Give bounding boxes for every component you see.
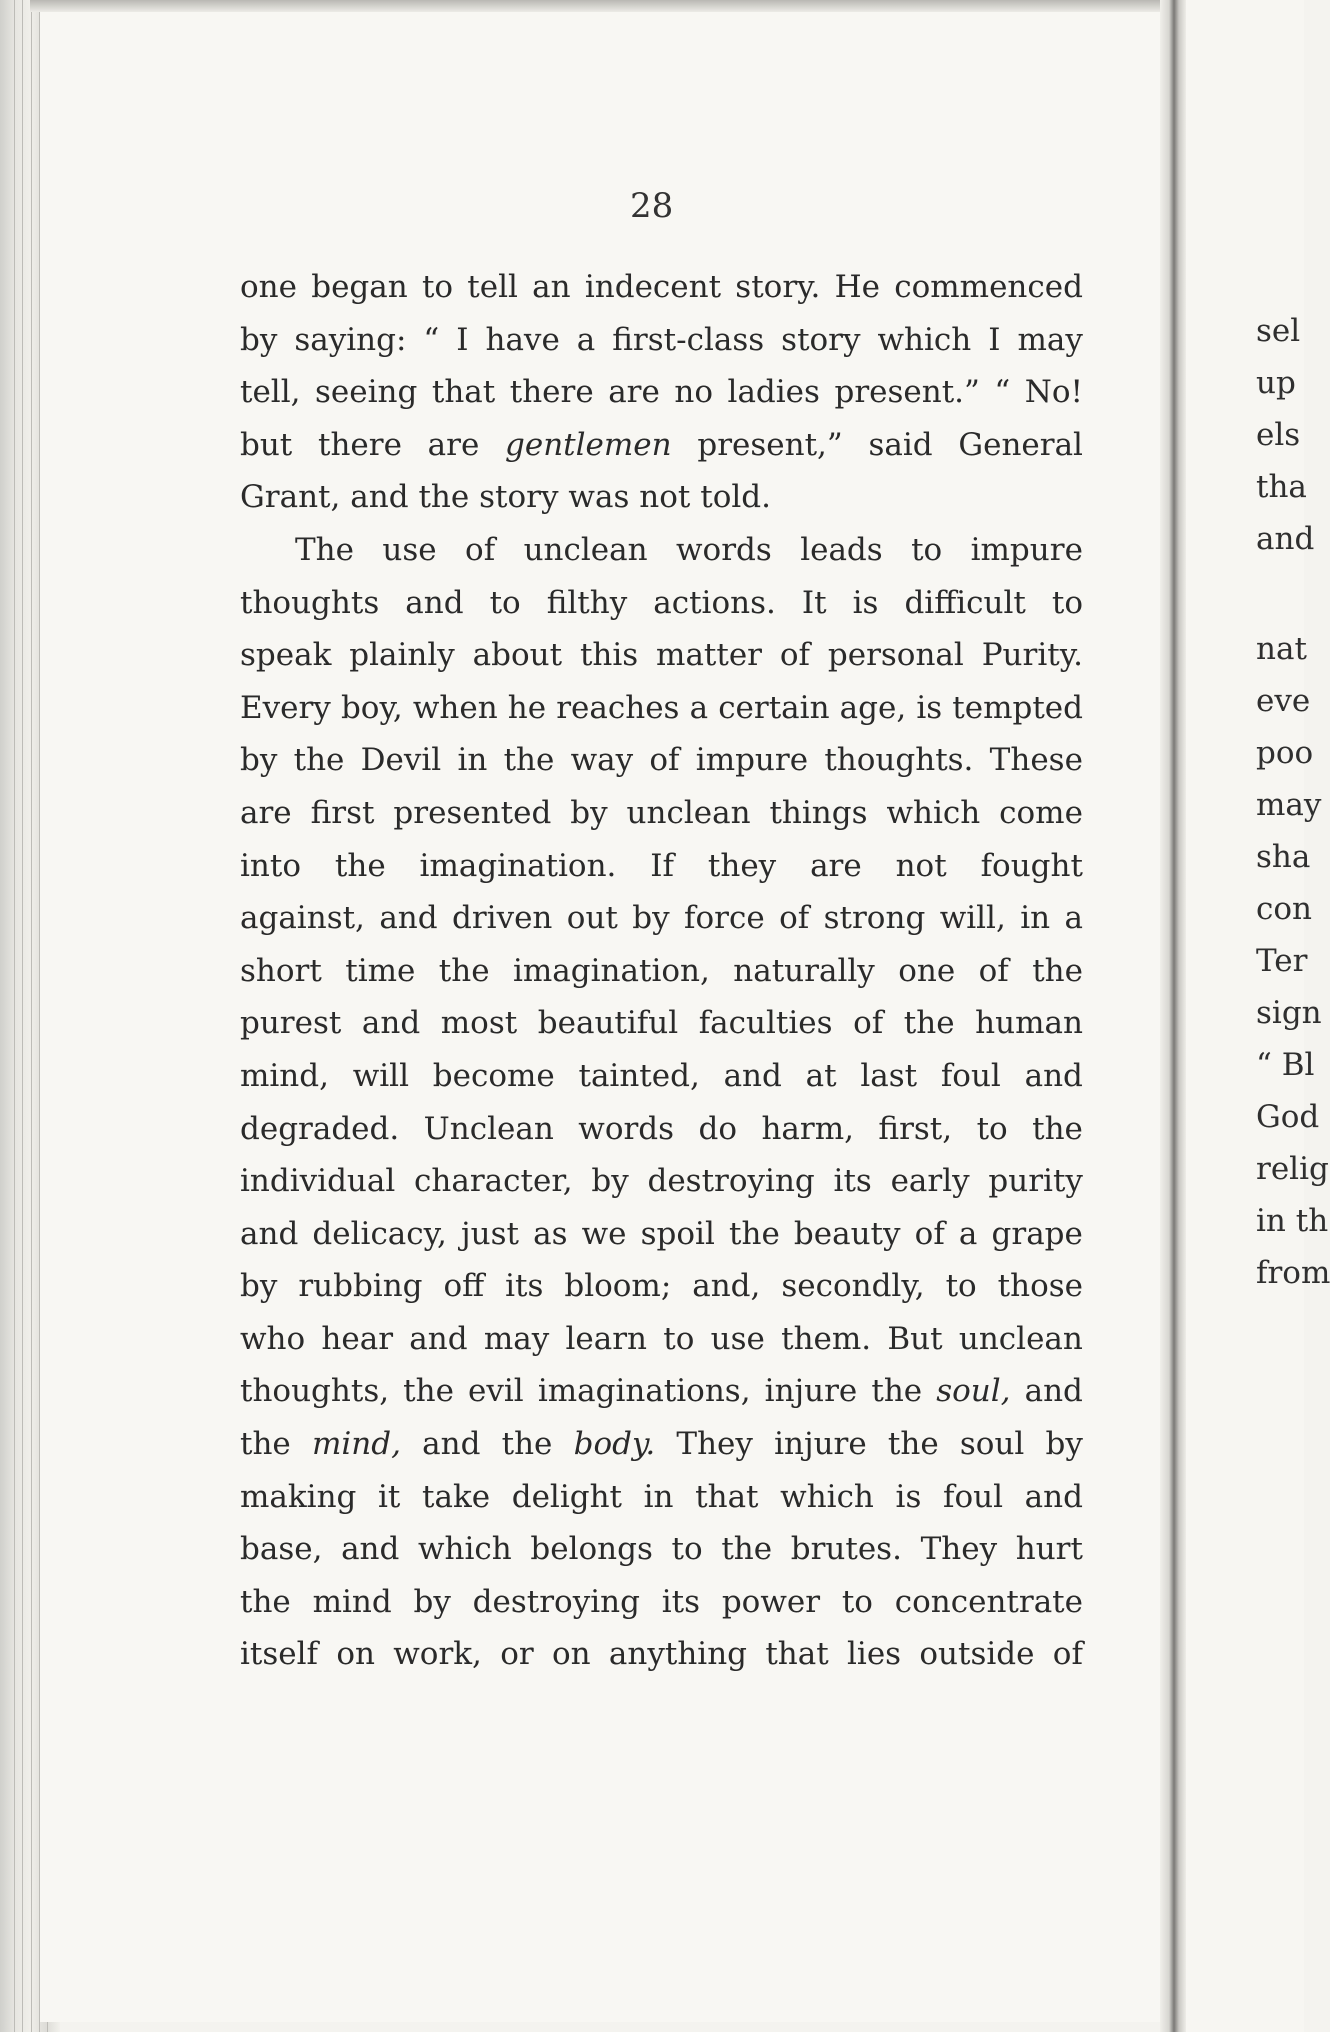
text-line: itself on work, or on anything that lies outside of (240, 1636, 1083, 1673)
facing-text-fragment: may (1256, 787, 1322, 823)
text-line: and delicacy, just as we spoil the beauty of a grape (240, 1215, 1083, 1252)
page-edge-line (31, 0, 32, 2032)
text-line: Every boy, when he reaches a certain age, is tempted (240, 689, 1083, 726)
book-gutter (1160, 0, 1186, 2032)
text-line: degraded. Unclean words do harm, first, to the (240, 1110, 1083, 1147)
facing-page (1186, 0, 1330, 2032)
page-edge-line (22, 0, 23, 2032)
text-line: base, and which belongs to the brutes. They hurt (240, 1531, 1083, 1568)
text-line: short time the imagination, naturally one of the (240, 952, 1083, 989)
page-number: 28 (630, 186, 674, 226)
facing-text-fragment: sign (1256, 995, 1322, 1031)
facing-text-fragment: relig (1256, 1151, 1329, 1187)
text-line: by saying: “ I have a first-class story which I may (240, 321, 1083, 358)
page-edge-line (14, 0, 15, 2032)
text-line: against, and driven out by force of strong will, in a (240, 900, 1083, 937)
text-line: by the Devil in the way of impure thoughts. These (240, 742, 1083, 779)
facing-text-fragment: and (1256, 521, 1315, 557)
text-line: making it take delight in that which is foul and (240, 1478, 1083, 1515)
text-line: speak plainly about this matter of personal Purity. (240, 637, 1083, 674)
text-line: are first presented by unclean things which come (240, 794, 1083, 831)
facing-text-fragment: con (1256, 891, 1312, 927)
text-line: Grant, and the story was not told. (240, 479, 771, 516)
book-top-edge (30, 0, 1170, 12)
text-line: but there are gentlemen present,” said General (240, 426, 1083, 463)
text-line: into the imagination. If they are not fought (240, 847, 1083, 884)
text-line: one began to tell an indecent story. He commenced (240, 269, 1083, 305)
facing-text-fragment: els (1256, 417, 1301, 453)
facing-text-fragment: sha (1256, 839, 1311, 875)
page-body-text (240, 269, 1083, 1692)
facing-text-fragment: sel (1256, 313, 1301, 349)
facing-text-fragment: nat (1256, 631, 1307, 667)
facing-text-fragment: up (1256, 365, 1296, 401)
text-line: The use of unclean words leads to impure (295, 531, 1083, 568)
text-line: who hear and may learn to use them. But unclean (240, 1320, 1083, 1357)
facing-text-fragment: in th (1256, 1203, 1329, 1239)
text-line: the mind, and the body. They injure the soul by (240, 1426, 1083, 1463)
facing-text-fragment: God (1256, 1099, 1320, 1135)
facing-text-fragment: Ter (1256, 943, 1308, 979)
text-line: purest and most beautiful faculties of the human (240, 1005, 1083, 1042)
facing-text-fragment: eve (1256, 683, 1311, 719)
text-line: by rubbing off its bloom; and, secondly, to those (240, 1268, 1083, 1305)
text-line: the mind by destroying its power to concentrate (240, 1583, 1083, 1620)
text-line: individual character, by destroying its early purity (240, 1163, 1083, 1200)
text-line: mind, will become tainted, and at last foul and (240, 1057, 1083, 1094)
text-line: thoughts, the evil imaginations, injure the soul, and (240, 1373, 1083, 1410)
facing-text-fragment: tha (1256, 469, 1307, 505)
text-line: tell, seeing that there are no ladies present.” “ No! (240, 374, 1083, 411)
text-line: thoughts and to filthy actions. It is difficult to (240, 584, 1083, 621)
facing-text-fragment: “ Bl (1256, 1047, 1315, 1083)
facing-text-fragment: poo (1256, 735, 1314, 771)
facing-text-fragment: from (1256, 1255, 1330, 1291)
